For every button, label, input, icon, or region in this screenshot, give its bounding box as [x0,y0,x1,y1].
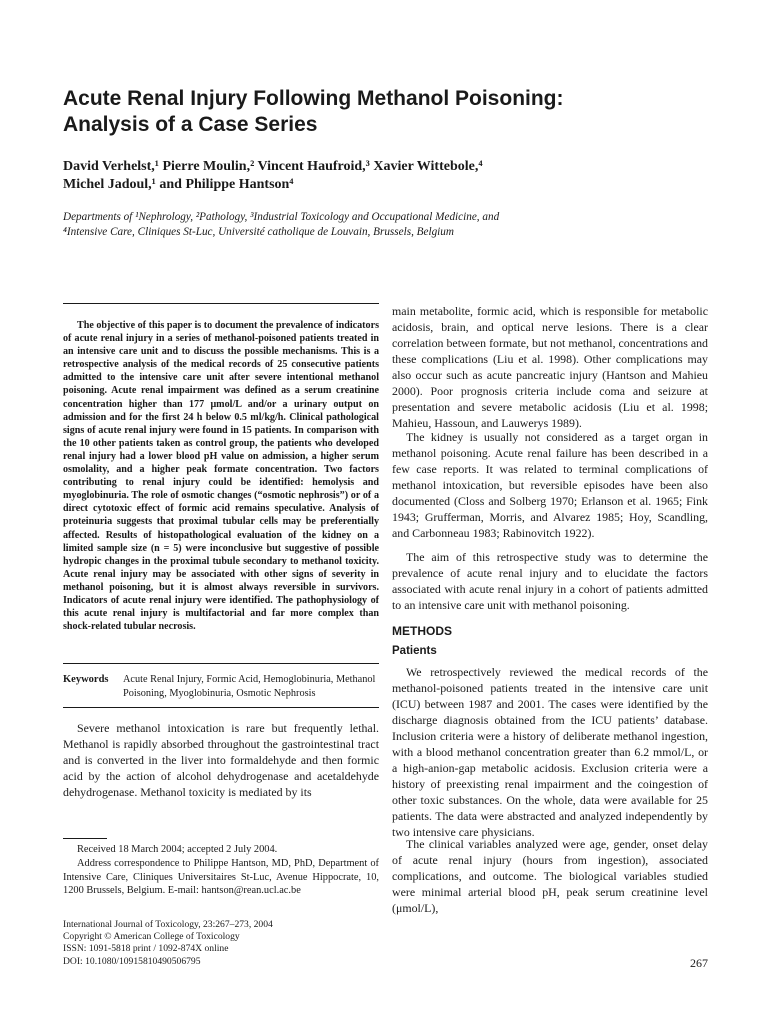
journal-doi: DOI: 10.1080/10915810490506795 [63,955,201,967]
received-dates: Received 18 March 2004; accepted 2 July 2004. [77,844,278,855]
abstract-text: The objective of this paper is to document the prevalence of indicators of acute renal injury in a series of methanol-poisoned patients treated in an intensive care unit and to discuss the possible mechanisms. This is a retrospective analysis of the medical records of 25 consecutive patients admitted to the intensive care unit after severe intentional methanol poisoning. Acute renal impairment was defined as a serum creatinine concentration higher than 177 μmol/L and/or a urinary output on admission and for the first 24 h below 0.5 ml/kg/h. Clinical pathological signs of acute renal injury were found in 15 patients. In comparison with the 10 other patients taken as control group, the patients who developed renal injury had a lower blood pH value on admission, a higher serum osmolality, and a higher peak formate concentration. Two factors contributing to renal injury could be identified: hemolysis and myoglobinuria. The role of osmotic changes (“osmotic nephrosis”) or of a direct cytotoxic effect of formic acid remains speculative. Analysis of proteinuria suggests that proximal tubular cells may be preferentially affected. Results of histopathological evaluation of the kidney on a limited sample size (n = 5) were inconclusive but suggestive of possible hydropic changes in the proximal tubule secondary to methanol toxicity. Acute renal injury may be associated with other signs of severity in methanol poisoning, but it is almost always reversible in survivors. Indicators of acute renal injury were identified. The pathophysiology of this acute renal injury is multifactorial and far more complex than shock-related tubular necrosis. [63,320,379,633]
authors-line-1: David Verhelst,¹ Pierre Moulin,² Vincent Haufroid,³ Xavier Wittebole,⁴ [63,159,483,174]
title-line-2: Analysis of a Case Series [63,113,318,136]
authors-line-2: Michel Jadoul,¹ and Philippe Hantson⁴ [63,177,294,192]
methods-heading: METHODS [392,624,452,638]
keywords-top-rule [63,663,379,664]
right-paragraph-4: We retrospectively reviewed the medical records of the methanol-poisoned patients treated in the intensive care unit (ICU) between 1987 and 2001. The cases were identified by the discharge diagnosis obtained from the ICU patients’ database. Inclusion criteria were a history of deliberate methanol ingestion, with a blood methanol concentration greater than 6.2 mmol/L, or a high-anion-gap metabolic acidosis. Exclusion criteria were a history of preexisting renal impairment and the coingestion of other toxic substances. On the whole, data were available for 25 patients. The data were abstracted and analyzed independently by two intensive care physicians. [392,665,708,839]
right-paragraph-1: main metabolite, formic acid, which is responsible for metabolic acidosis, brain, and optical nerve lesions. There is a clear correlation between formate, but not methanol, concentrations and these complications (Liu et al. 1998). Other complications may also occur such as acute pancreatic injury (Hantson and Mahieu 2000). Poor prognosis criteria include coma and seizure at presentation and severe metabolic acidosis (Liu et al. 1998; Mahieu, Hassoun, and Lauwerys 1989). [392,304,708,430]
correspondence-address: Address correspondence to Philippe Hantson, MD, PhD, Department of Intensive Care, Cliniques Universitaires St-Luc, Avenue Hippocrate, 10, 1200 Brussels, Belgium. E-mail: hantson@rean.ucl.ac.be [63,858,379,896]
footnote-rule [63,838,107,839]
journal-line-1: International Journal of Toxicology, 23:267–273, 2004 [63,919,273,930]
right-paragraph-3: The aim of this retrospective study was to determine the prevalence of acute renal injury and to elucidate the factors associated with acute renal injury in a cohort of patients admitted to an intensive care unit with methanol poisoning. [392,550,708,612]
page-number: 267 [690,956,708,970]
affiliation-line-2: ⁴Intensive Care, Cliniques St-Luc, Université catholique de Louvain, Brussels, Belgium [63,226,454,238]
affiliations [63,210,713,240]
title-line-1: Acute Renal Injury Following Methanol Poisoning: [63,87,564,110]
journal-line-2: Copyright © American College of Toxicology [63,931,240,943]
keywords-bottom-rule [63,707,379,708]
journal-info [63,919,393,968]
keywords-label: Keywords [63,674,109,685]
intro-paragraph: Severe methanol intoxication is rare but frequently lethal. Methanol is rapidly absorbed throughout the gastrointestinal tract and is converted in the liver into formaldehyde and then formic acid by the action of alcohol dehydrogenase and acetaldehyde dehydrogenase. Methanol toxicity is mediated by its [63,721,379,799]
journal-line-3: ISSN: 1091-5818 print / 1092-874X online [63,943,229,955]
author-list [63,158,703,194]
right-paragraph-5: The clinical variables analyzed were age, gender, onset delay of acute renal injury (hours from ingestion), associated complications, and outcome. The biological variables studied were minimal arterial blood pH, peak serum creatinine level (μmol/L), [392,837,708,915]
affiliation-line-1: Departments of ¹Nephrology, ²Pathology, ³Industrial Toxicology and Occupational Medicine, and [63,211,500,223]
article-title [63,86,723,138]
keywords-text: Acute Renal Injury, Formic Acid, Hemoglobinuria, Methanol Poisoning, Myoglobinuria, Osmotic Nephrosis [123,674,376,699]
right-paragraph-2: The kidney is usually not considered as a target organ in methanol poisoning. Acute renal failure has been described in a few case reports. It was related to terminal complications of methanol intoxication, but reversible episodes have been also documented (Closs and Solberg 1970; Erlanson et al. 1965; Fink 1943; Grufferman, Morris, and Alvarez 1985; Hoy, Scandling, and Carbonneau 1983; Rabinovitch 1922). [392,430,708,540]
patients-subheading: Patients [392,645,437,657]
abstract-top-rule [63,303,379,304]
